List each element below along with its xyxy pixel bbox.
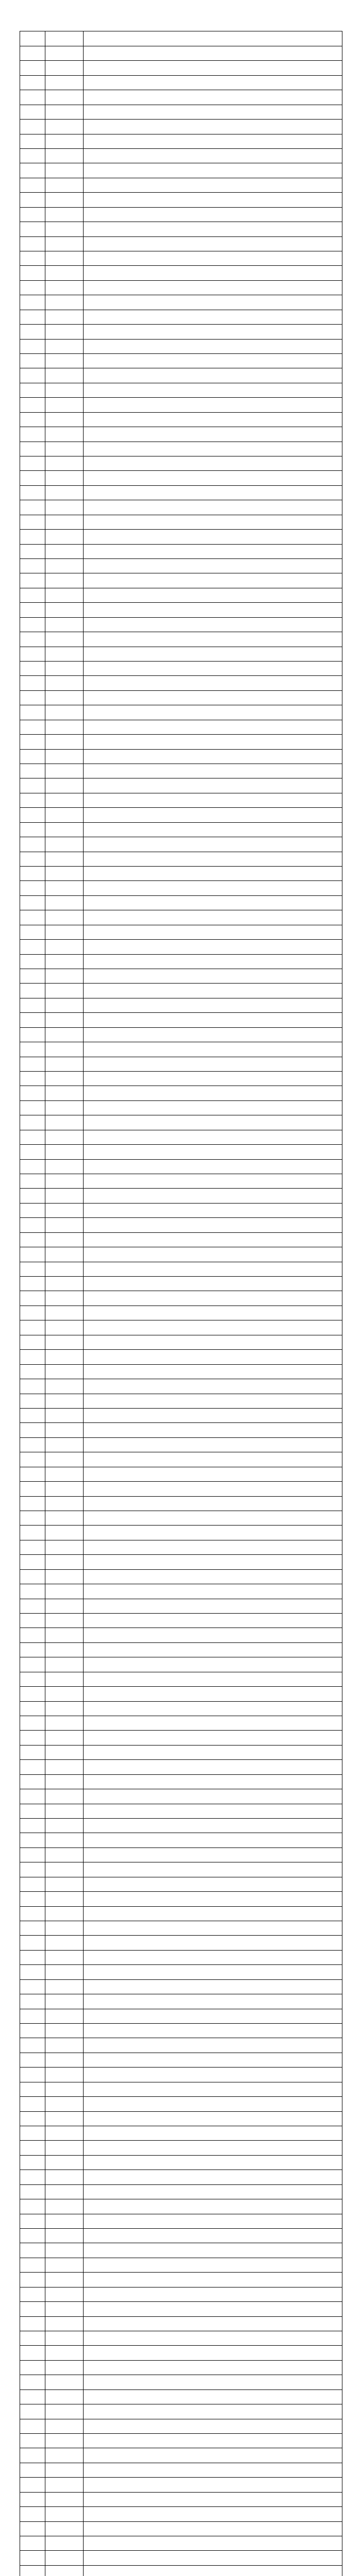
table-row-line bbox=[20, 1730, 342, 1731]
table-row-line bbox=[20, 1217, 342, 1218]
table-row-line bbox=[20, 1906, 342, 1907]
table-row-line bbox=[20, 1232, 342, 1233]
table-row-line bbox=[20, 1891, 342, 1892]
table-row-line bbox=[20, 1071, 342, 1072]
table-row-line bbox=[20, 1759, 342, 1760]
table-row-line bbox=[20, 192, 342, 193]
table-row-line bbox=[20, 2521, 342, 2522]
table-row-line bbox=[20, 324, 342, 325]
table-row-line bbox=[20, 529, 342, 530]
table-row-line bbox=[20, 1276, 342, 1277]
table-row-line bbox=[20, 749, 342, 750]
table-row-line bbox=[20, 1613, 342, 1614]
table-row-line bbox=[20, 2023, 342, 2024]
table-row-line bbox=[20, 1964, 342, 1965]
table-row-line bbox=[20, 2389, 342, 2390]
table-row-line bbox=[20, 2550, 342, 2551]
table-row-line bbox=[20, 339, 342, 340]
table-row-line bbox=[20, 954, 342, 955]
table-row-line bbox=[20, 822, 342, 823]
table-row-line bbox=[20, 412, 342, 413]
table-row-line bbox=[20, 675, 342, 676]
table-row-line bbox=[20, 485, 342, 486]
table-row-line bbox=[20, 2492, 342, 2493]
table-row-line bbox=[20, 75, 342, 76]
table-row-line bbox=[20, 558, 342, 559]
table-row-line bbox=[20, 1364, 342, 1365]
table-row-line bbox=[20, 1525, 342, 1526]
table-row-line bbox=[20, 1481, 342, 1482]
table-row-line bbox=[20, 1422, 342, 1423]
table-row-line bbox=[20, 1100, 342, 1101]
table-row-line bbox=[20, 734, 342, 735]
table-row-line bbox=[20, 1496, 342, 1497]
table-row-line bbox=[20, 866, 342, 867]
table-row-line bbox=[20, 807, 342, 808]
table-row-line bbox=[20, 280, 342, 281]
table-row-line bbox=[20, 60, 342, 61]
table-row-line bbox=[20, 1408, 342, 1409]
table-row-line bbox=[20, 1027, 342, 1028]
table-row-line bbox=[20, 1979, 342, 1980]
table-row-line bbox=[20, 617, 342, 618]
table-row-line bbox=[20, 1012, 342, 1013]
table-row-line bbox=[20, 661, 342, 662]
table-row-line bbox=[20, 880, 342, 881]
table-row-line bbox=[20, 895, 342, 896]
whitelist-table bbox=[20, 31, 342, 2576]
table-row-line bbox=[20, 2155, 342, 2156]
table-row-line bbox=[20, 470, 342, 471]
table-row-line bbox=[20, 2272, 342, 2273]
table-row-line bbox=[20, 602, 342, 603]
table-row-line bbox=[20, 2565, 342, 2566]
table-row-line bbox=[20, 690, 342, 691]
table-row-line bbox=[20, 983, 342, 984]
table-row-line bbox=[20, 2433, 342, 2434]
table-row-line bbox=[20, 1437, 342, 1438]
table-row-line bbox=[20, 2184, 342, 2185]
table-row-line bbox=[20, 2096, 342, 2097]
table-row-line bbox=[20, 2316, 342, 2317]
table-row-line bbox=[20, 939, 342, 940]
table-row-line bbox=[20, 544, 342, 545]
table-row-line bbox=[20, 2360, 342, 2361]
table-row-line bbox=[20, 236, 342, 237]
table-row-line bbox=[20, 1159, 342, 1160]
table-row-line bbox=[20, 397, 342, 398]
table-row-line bbox=[20, 148, 342, 149]
table-row-line bbox=[20, 1701, 342, 1702]
table-row-line bbox=[20, 2301, 342, 2302]
table-row-line bbox=[20, 2477, 342, 2478]
table-row-line bbox=[20, 1950, 342, 1951]
table-row-line bbox=[20, 1188, 342, 1189]
table-row-line bbox=[20, 207, 342, 208]
table-row-line bbox=[20, 1935, 342, 1936]
table-row-line bbox=[20, 1144, 342, 1145]
column-divider-2 bbox=[83, 31, 84, 2576]
table-row-line bbox=[20, 1686, 342, 1687]
table-row-line bbox=[20, 265, 342, 266]
table-row-line bbox=[20, 1554, 342, 1555]
table-row-line bbox=[20, 1642, 342, 1643]
table-row-line bbox=[20, 2140, 342, 2141]
table-row-line bbox=[20, 2345, 342, 2346]
table-row-line bbox=[20, 2228, 342, 2229]
table-row-line bbox=[20, 1774, 342, 1775]
table-row-line bbox=[20, 2111, 342, 2112]
table-row-line bbox=[20, 2506, 342, 2507]
table-row-line bbox=[20, 119, 342, 120]
table-row-line bbox=[20, 1818, 342, 1819]
table-row-line bbox=[20, 1349, 342, 1350]
table-row-line bbox=[20, 1203, 342, 1204]
table-row-line bbox=[20, 1569, 342, 1570]
table-row-line bbox=[20, 353, 342, 354]
